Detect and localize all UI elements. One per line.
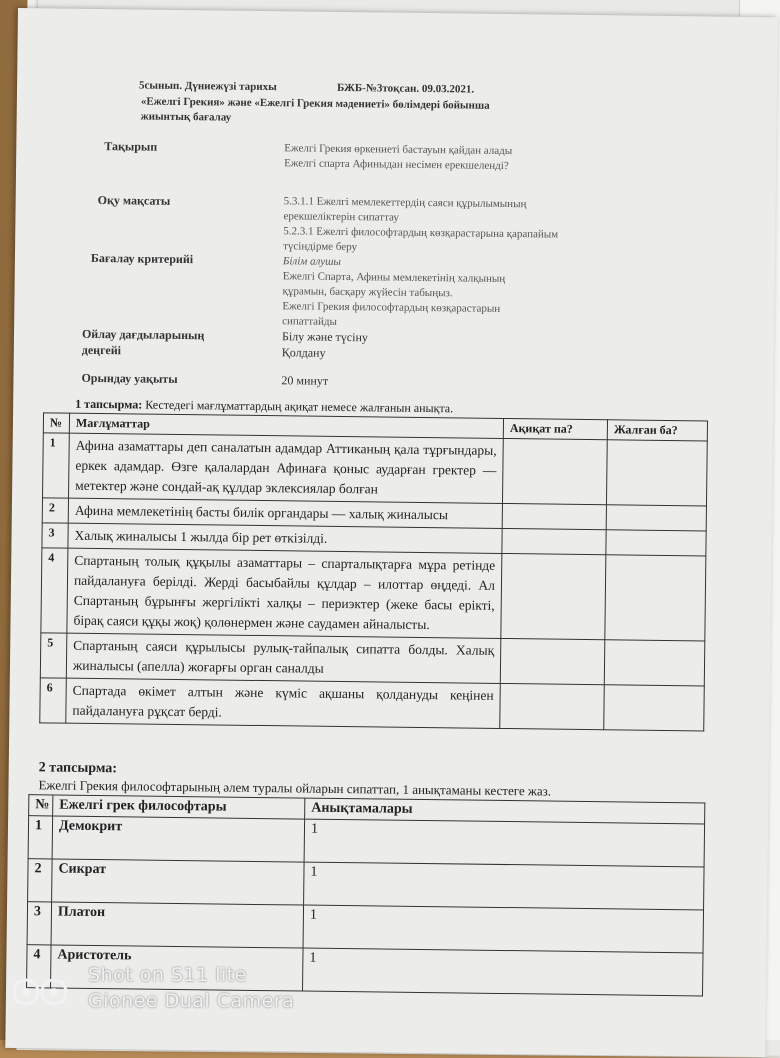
false-answer-cell[interactable] [606,505,706,531]
level-label-1: Ойлау дағдыларының [81,326,205,343]
row-number: 1 [28,816,53,859]
level-label-2: деңгейі [81,342,122,358]
true-answer-cell[interactable] [501,553,606,639]
definition-cell[interactable]: 1 [304,862,704,910]
goal-label: Оқу мақсаты [97,192,171,208]
definition-cell[interactable]: 1 [303,905,703,953]
goal-line-1: 5.3.1.1 Ежелгі мемлекеттердің саяси құрылымының [283,195,527,211]
time-label: Орындау уақыты [81,370,178,386]
false-answer-cell[interactable] [604,685,705,731]
definition-cell[interactable]: 1 [303,948,703,996]
watermark-line-1: Shot on S11 lite [88,964,247,986]
true-answer-cell[interactable] [500,638,605,684]
task1-title: 1 тапсырма: [75,396,143,412]
philosopher-name: Аристотель [51,945,304,991]
row-number: 5 [40,633,67,678]
row-number: 2 [42,498,68,523]
false-answer-cell[interactable] [605,555,706,641]
row-number: 4 [27,945,52,988]
criteria-label: Бағалау критерийі [90,250,194,267]
col-information: Мағлұматтар [69,413,503,438]
topic-label: Тақырып [104,139,158,154]
criteria-line-2: Ежелгі Спарта, Афины мемлекетінің халқының [282,270,506,285]
row-number: 1 [43,433,70,498]
false-answer-cell[interactable] [606,440,707,506]
row-statement: Афина мемлекетінің басты билік органдары — халық жиналысы [68,498,502,528]
false-answer-cell[interactable] [604,640,705,686]
criteria-line-4: Ежелгі Грекия философтардың көзқарастарын [282,300,501,315]
col-false: Жалған ба? [607,420,707,441]
time-value: 20 минут [281,373,329,388]
header-assessment: жиынтық бағалау [140,110,232,124]
table-row [43,433,708,506]
camera-logo-icon [12,976,76,1008]
task1-instruction: Кестедегі мағлұматтардың ақиқат немесе жалғанын анықта. [145,397,454,416]
level-value-2: Қолдану [281,345,326,360]
row-number: 2 [28,859,53,902]
goal-line-3: 5.2.3.1 Ежелгі философтардың көзқарастарына қарапайым [283,225,559,241]
row-number: 3 [27,902,52,945]
col-number: № [29,795,53,816]
philosopher-name: Демокрит [52,816,305,862]
criteria-line-1: Білім алушы [282,255,341,268]
level-value-1: Білу және түсіну [281,329,368,345]
philosopher-name: Платон [51,902,304,948]
col-philosophers: Ежелгі грек философтары [53,795,305,819]
criteria-line-5: сипаттайды [282,315,338,328]
row-statement: Афина азаматтары деп саналатын адамдар Аттиканың қала тұрғындары, еркек адамдар. Өзге қалалардан Афинаға қоныс аударған гректер — метектер және сондай-ақ құлдар эклексиялар болған [69,433,504,503]
row-statement: Спартаның саяси құрылысы рулық-тайпалық сипатта болды. Халық жиналысы (апелла) жоғарғы орган саналды [66,633,501,683]
table-row [41,548,706,641]
col-definitions: Анықтамалары [305,798,705,824]
true-answer-cell[interactable] [502,503,606,529]
row-number: 3 [42,523,68,548]
table-row [40,678,705,731]
true-answer-cell[interactable] [500,683,605,729]
true-answer-cell[interactable] [502,528,606,554]
row-number: 4 [41,548,68,633]
definition-cell[interactable]: 1 [304,819,704,867]
false-answer-cell[interactable] [606,530,706,556]
task1-table [39,412,708,731]
col-true: Ақиқат па? [503,418,607,439]
task2-title: 2 тапсырма: [38,760,118,777]
camera-watermark [88,962,294,1014]
task2-instruction: Ежелгі Грекия философтарының әлем туралы ойларын сипаттап, 1 анықтаманы кестеге жаз. [38,777,552,799]
topic-line-1: Ежелгі Грекия өркениеті бастауын қайдан алады [284,142,513,158]
topic-line-2: Ежелгі спарта Афиныдан несімен ерекшеленді? [284,157,509,173]
true-answer-cell[interactable] [502,438,607,504]
row-statement: Спартада өкімет алтын және күміс ақшаны қолдануды кеңінен пайдалануға рұқсат берді. [66,678,501,728]
watermark-line-2: Gionee Dual Camera [88,990,295,1012]
header-subject: 5сынып. Дүниежүзі тарихы [138,79,277,94]
task2-title-wrap [39,760,117,777]
row-statement: Халық жиналысы 1 жылда бір рет өткізілді. [68,523,502,553]
criteria-line-3: құрамын, басқару жүйесін табыңыз. [282,285,453,300]
goal-line-4: түсіндірме беру [283,240,358,254]
goal-line-2: ерекшеліктерін сипаттау [283,210,399,224]
row-number: 6 [40,678,67,723]
col-number: № [43,413,69,433]
header-test-date: БЖБ-№3тоқсан. 09.03.2021. [336,81,475,96]
table-row [40,633,705,686]
philosopher-name: Сикрат [52,859,305,905]
header-sections: «Ежелгі Грекия» және «Ежелгі Грекия мәдениеті» бөлімдері бойынша [140,95,490,112]
document-page [5,8,778,1057]
row-statement: Спартаның толық құқылы азаматтары – спарталықтарға мұра ретінде пайдалануға берілді. Жерді басыбайлы құлдар – илоттар өңдеді. Ал Спартаның бұрынғы жергілікті халқы – периэктер (жеке басы ерікті, бірақ саяси құқы жоқ) қолөнермен және саудамен айналысты. [67,548,502,638]
